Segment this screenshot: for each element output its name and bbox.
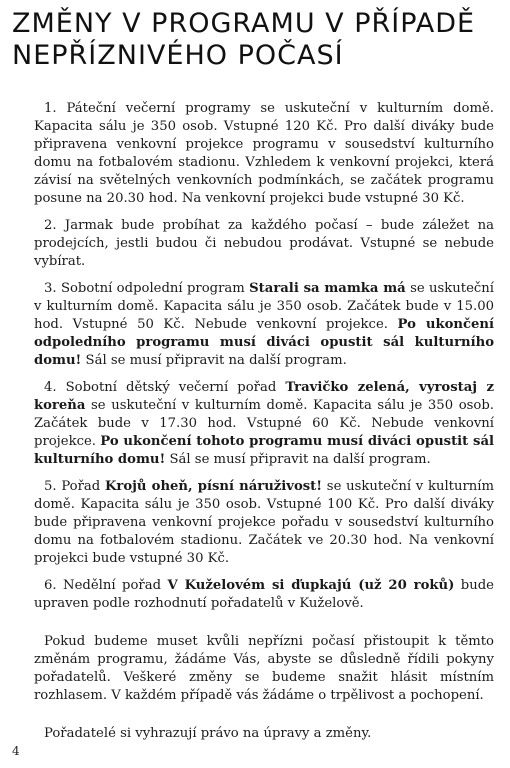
- item-4: [34, 379, 494, 469]
- item-3-program-name: Starali sa mamka má: [249, 281, 406, 296]
- page-number: 4: [12, 744, 20, 758]
- item-5-text-2: se uskuteční v kulturním domě. Kapacita sálu je 350 osob. Vstupné 100 Kč. Pro další diváky bude připravena venkovní projekce pořadu v sousedství kulturního domu na fotbalovém stadionu. Začátek ve 20.30 hod. Na venkovní projekci bude vstupné 30 Kč.: [34, 479, 494, 566]
- item-6-text: 6. Nedělní pořad: [44, 578, 168, 593]
- item-3-text-2: se uskuteční v kulturním domě. Kapacita sálu je 350 osob. Začátek bude v 15.00 hod. Vstupné 50 Kč. Nebude venkovní projekce.: [34, 281, 494, 332]
- item-3-text-3: Sál se musí připravit na další program.: [81, 353, 347, 368]
- item-6-text-2: bude upraven podle rozhodnutí pořadatelů v Kuželově.: [34, 578, 494, 611]
- closing-paragraph: Pokud budeme muset kvůli nepřízni počasí přistoupit k těmto změnám programu, žádáme Vás, abyste se důsledně řídili pokyny pořadatelů. Veškeré změny se budeme snažit hlásit místním rozhlasem. V každém případě vás žádáme o trpělivost a pochopení.: [34, 634, 494, 703]
- item-4-text-2: se uskuteční v kulturním domě. Kapacita sálu je 350 osob. Začátek bude v 17.30 hod. Vstupné 60 Kč. Nebude venkovní projekce.: [34, 398, 494, 449]
- page-title: ZMĚNY V PROGRAMU V PŘÍPADĚ NEPŘÍZNIVÉHO POČASÍ: [12, 8, 476, 71]
- item-4-text-3: Sál se musí připravit na další program.: [165, 452, 431, 467]
- item-3: [34, 280, 494, 370]
- item-1: 1. Páteční večerní programy se uskuteční v kulturním domě. Kapacita sálu je 350 osob. Vstupné 120 Kč. Pro další diváky bude připravena venkovní projekce programu v sousedství kulturního domu na fotbalovém stadionu. Vzhledem k venkovní projekci, která závisí na světelných venkovních podmínkách, se začátek programu posune na 20.30 hod. Na venkovní projekci bude vstupné 30 Kč.: [34, 101, 494, 206]
- document-body: [34, 100, 494, 752]
- item-2: 2. Jarmak bude probíhat za každého počasí – bude záležet na prodejcích, jestli budou či nebudou prodávat. Vstupné se nebude vybírat.: [34, 218, 494, 269]
- item-6: [34, 577, 494, 613]
- reservation-note: Pořadatelé si vyhrazují právo na úpravy a změny.: [44, 726, 372, 741]
- item-3-warning: Po ukončení odpoledního programu musí diváci opustit sál kulturního domu!: [34, 317, 495, 368]
- item-4-warning: Po ukončení tohoto programu musí diváci opustit sál kulturního domu!: [34, 434, 494, 467]
- item-4-program-name: Travičko zelená, vyrostaj z koreňa: [34, 380, 494, 413]
- item-6-program-name: V Kuželovém si ďupkajú (už 20 roků): [167, 578, 455, 593]
- item-3-text: 3. Sobotní odpolední program: [44, 281, 250, 296]
- item-4-text: 4. Sobotní dětský večerní pořad: [44, 380, 286, 395]
- item-5-text: 5. Pořad: [44, 479, 105, 494]
- item-5: [34, 478, 494, 568]
- item-5-program-name: Krojů oheň, písní náruživost!: [104, 479, 323, 494]
